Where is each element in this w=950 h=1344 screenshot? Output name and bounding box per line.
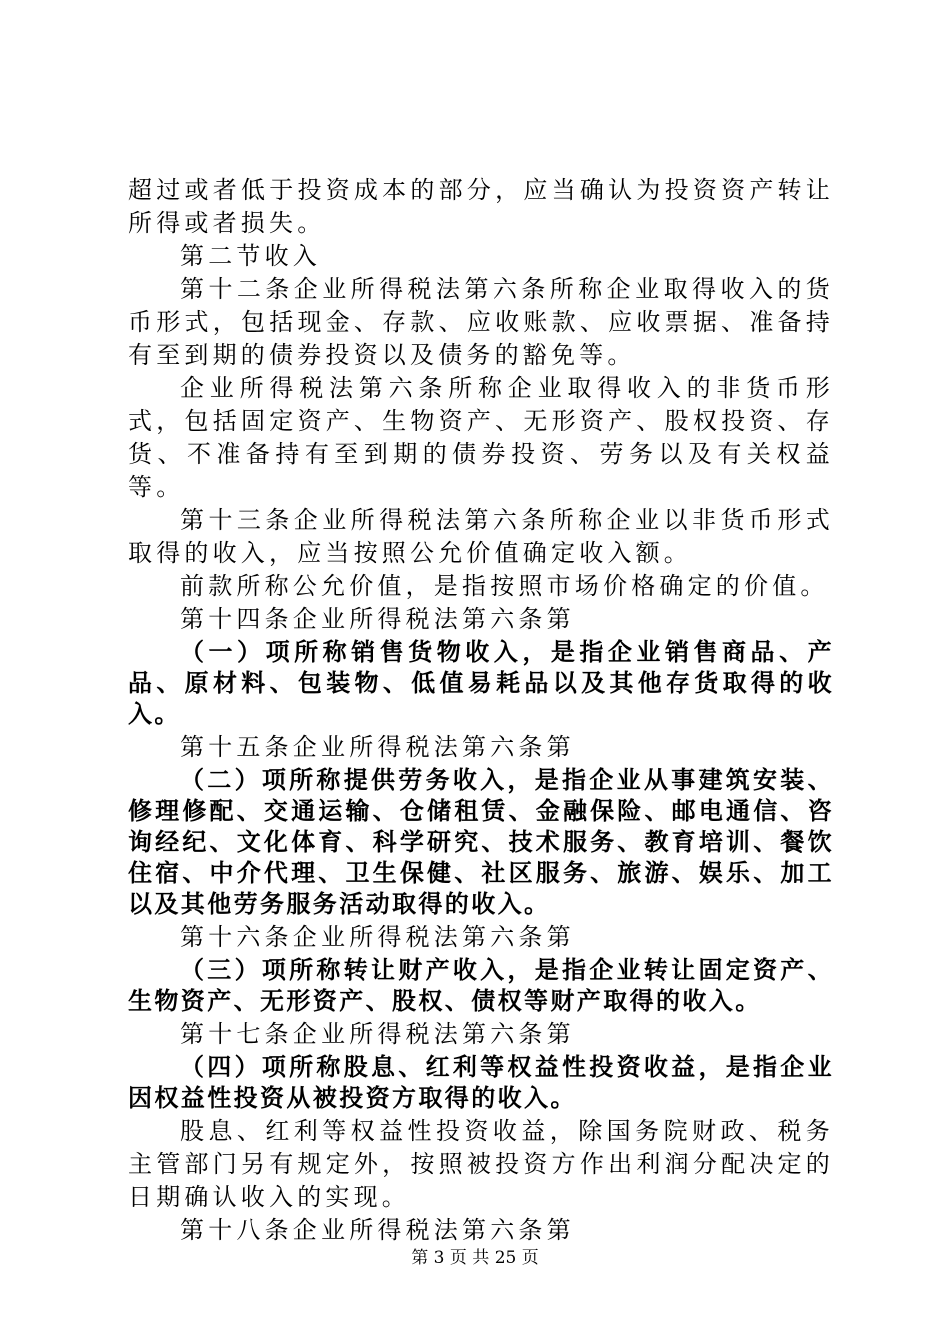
paragraph: 超过或者低于投资成本的部分，应当确认为投资资产转让所得或者损失。 — [128, 176, 834, 237]
paragraph: 企业所得税法第六条所称企业取得收入的非货币形式，包括固定资产、生物资产、无形资产、股权投资、存货、不准备持有至到期的债券投资、劳务以及有关权益等。 — [128, 374, 834, 501]
paragraph: 第十四条企业所得税法第六条第 — [180, 605, 575, 633]
paragraph: 第十六条企业所得税法第六条第 — [180, 923, 575, 951]
paragraph: 第十五条企业所得税法第六条第 — [180, 733, 575, 761]
paragraph: 前款所称公允价值，是指按照市场价格确定的价值。 — [180, 572, 829, 600]
paragraph: （二）项所称提供劳务收入，是指企业从事建筑安装、修理修配、交通运输、仓储租赁、金融保险、邮电通信、咨询经纪、文化体育、科学研究、技术服务、教育培训、餐饮住宿、中介代理、卫生保健、社区服务、旅游、娱乐、加工以及其他劳务服务活动取得的收入。 — [128, 766, 834, 918]
page-footer: 第 3 页 共 25 页 — [411, 1248, 539, 1268]
paragraph: 第十二条企业所得税法第六条所称企业取得收入的货币形式，包括现金、存款、应收账款、应收票据、准备持有至到期的债券投资以及债务的豁免等。 — [128, 275, 834, 369]
paragraph: 第十八条企业所得税法第六条第 — [180, 1216, 575, 1244]
paragraph: 股息、红利等权益性投资收益，除国务院财政、税务主管部门另有规定外，按照被投资方作出利润分配决定的日期确认收入的实现。 — [128, 1117, 834, 1211]
paragraph: 第十七条企业所得税法第六条第 — [180, 1020, 575, 1048]
paragraph: （四）项所称股息、红利等权益性投资收益，是指企业因权益性投资从被投资方取得的收入。 — [128, 1053, 834, 1112]
paragraph: （三）项所称转让财产收入，是指企业转让固定资产、生物资产、无形资产、股权、债权等财产取得的收入。 — [128, 956, 834, 1015]
paragraph: 第十三条企业所得税法第六条所称企业以非货币形式取得的收入，应当按照公允价值确定收入额。 — [128, 506, 834, 567]
document-body — [128, 174, 834, 1247]
paragraph: （一）项所称销售货物收入，是指企业销售商品、产品、原材料、包装物、低值易耗品以及其他存货取得的收入。 — [128, 638, 834, 728]
paragraph: 第二节收入 — [180, 242, 321, 270]
